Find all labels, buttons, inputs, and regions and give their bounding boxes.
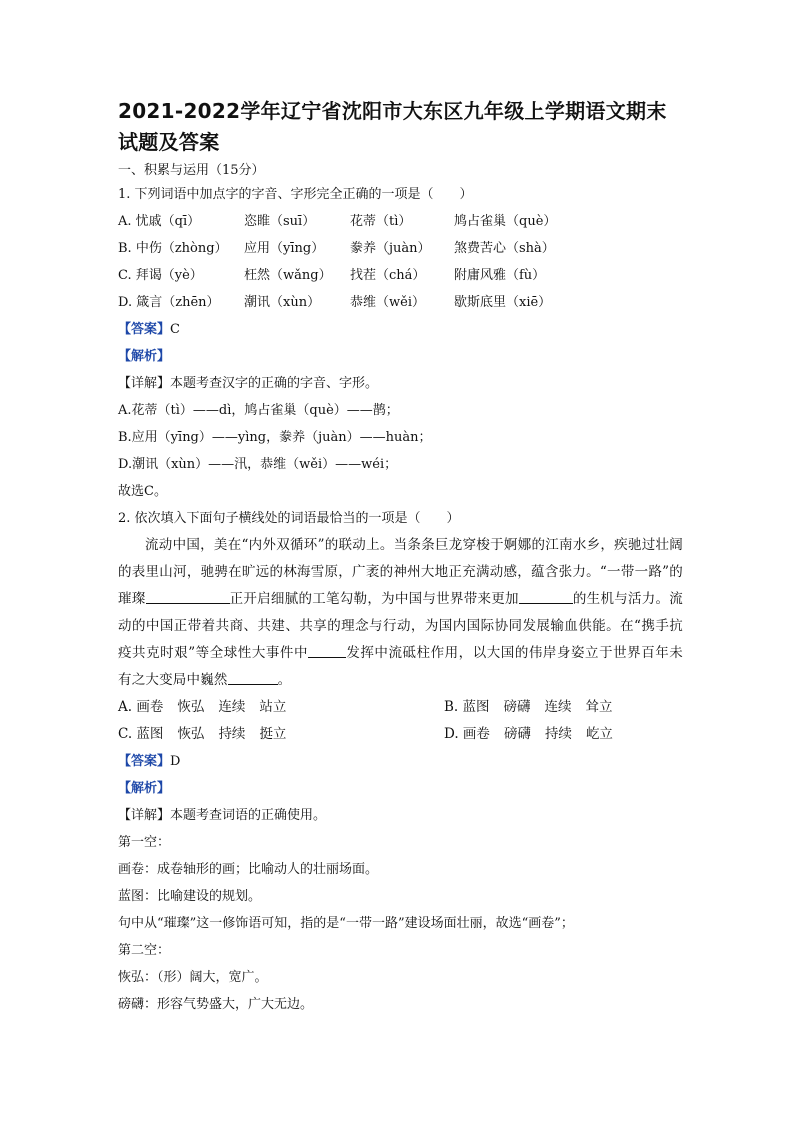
option-word: 屹立 [585, 726, 613, 742]
q2-explain-line: 恢弘：（形）阔大，宽广。 [118, 970, 268, 985]
option-word: C. 蓝图 [118, 726, 164, 742]
option-word: 恭维（wěi） [350, 295, 425, 310]
option-word: 站立 [259, 699, 287, 715]
option-word: 豢养（juàn） [350, 241, 431, 256]
option-word: B. 中伤（zhòng） [118, 241, 228, 256]
option-word: 潮讯（xùn） [244, 295, 321, 310]
option-word: 鸠占雀巢（què） [454, 214, 557, 229]
q2-passage [118, 532, 683, 694]
fill-blank-2 [519, 589, 573, 604]
option-word: 恣睢（suī） [244, 214, 316, 229]
passage-text: 发挥中流砥柱作用，以大国的伟岸身姿立于世界百年未有之大变局中巍然 [118, 645, 683, 688]
q2-explain-line: 蓝图：比喻建设的规划。 [118, 889, 262, 904]
q2-option-c [118, 721, 444, 748]
detail-tag: 【详解】 [118, 376, 171, 391]
option-word: D. 箴言（zhēn） [118, 295, 220, 310]
q2-option-a [118, 694, 444, 721]
option-word: 磅礴 [503, 726, 531, 742]
q2-explain-line: 画卷：成卷轴形的画；比喻动人的壮丽场面。 [118, 862, 379, 877]
detail-text: 本题考查词语的正确使用。 [170, 808, 327, 823]
option-word: 枉然（wǎng） [244, 268, 332, 283]
passage-text: 正开启细腻的工笔勾勒，为中国与世界带来更加 [229, 591, 519, 607]
q2-option-b [444, 694, 683, 721]
option-word: 连续 [218, 699, 246, 715]
passage-text: 。 [277, 672, 292, 688]
answer-tag: 【答案】 [118, 754, 171, 769]
q2-stem: 2. 依次填入下面句子横线处的词语最恰当的一项是（ ） [118, 511, 460, 526]
q1-stem: 1. 下列词语中加点字的字音、字形完全正确的一项是（ ） [118, 187, 473, 202]
answer-tag: 【答案】 [118, 322, 171, 337]
detail-tag: 【详解】 [118, 808, 171, 823]
analysis-tag: 【解析】 [118, 349, 171, 364]
option-word: 应用（yīng） [244, 241, 325, 256]
doc-title-line1: 2021-2022学年辽宁省沈阳市大东区九年级上学期语文期末 [118, 99, 667, 123]
q1-analysis [118, 343, 683, 370]
doc-title-line2: 试题及答案 [118, 130, 220, 154]
q1-explain-line: A.花蒂（tì）——dì，鸠占雀巢（què）——鹊； [118, 403, 399, 418]
q2-answer [118, 748, 683, 775]
analysis-tag: 【解析】 [118, 781, 171, 796]
q2-explain-line: 第一空： [118, 835, 171, 850]
option-word: 花蒂（tì） [350, 214, 412, 229]
option-word: 耸立 [585, 699, 613, 715]
option-word: 持续 [544, 726, 572, 742]
answer-value: C [170, 322, 180, 337]
q2-analysis [118, 775, 683, 802]
option-word: 挺立 [259, 726, 287, 742]
option-word: A. 忧戚（qī） [118, 214, 201, 229]
q1-conclusion: 故选C。 [118, 484, 167, 499]
q2-options-row1 [118, 694, 683, 721]
q2-explain-line: 第二空： [118, 943, 171, 958]
option-word: 恢弘 [177, 699, 205, 715]
option-word: A. 画卷 [118, 699, 164, 715]
document-page [118, 96, 683, 1018]
fill-blank-4 [228, 670, 278, 685]
option-word: B. 蓝图 [444, 699, 490, 715]
q2-explain-line: 磅礴：形容气势盛大，广大无边。 [118, 997, 314, 1012]
q1-explain-line: D.潮讯（xùn）——汛，恭维（wěi）——wéi； [118, 457, 398, 472]
option-word: 歇斯底里（xiē） [454, 295, 552, 310]
option-word: 连续 [544, 699, 572, 715]
q1-option-c [118, 262, 683, 289]
doc-title [118, 96, 683, 158]
q2-explain-line: 句中从“璀璨”这一修饰语可知，指的是“一带一路”建设场面壮丽，故选“画卷”； [118, 916, 574, 931]
passage-text: 流动中国，美在“内外双循环”的联动上。当条条巨龙穿梭于婀娜的江南水乡，疾驰过壮阔的表里山河，驰骋在旷远的林海雪原，广袤的神州大地正充满动感，蕴含张力。“一带一路”的璀璨 [118, 537, 683, 607]
detail-text: 本题考查汉字的正确的字音、字形。 [170, 376, 379, 391]
q2-options-row2 [118, 721, 683, 748]
option-word: D. 画卷 [444, 726, 490, 742]
q1-answer [118, 316, 683, 343]
q2-option-d [444, 721, 683, 748]
option-word: 附庸风雅（fù） [454, 268, 546, 283]
q1-option-b [118, 235, 683, 262]
option-word: C. 拜谒（yè） [118, 268, 203, 283]
option-word: 煞费苦心（shà） [454, 241, 555, 256]
section-heading: 一、积累与运用（15分） [118, 163, 265, 178]
option-word: 持续 [218, 726, 246, 742]
answer-value: D [170, 754, 181, 769]
option-word: 找茬（chá） [350, 268, 426, 283]
q1-option-a [118, 208, 683, 235]
q1-explain-line: B.应用（yīng）——yìng，豢养（juàn）——huàn； [118, 430, 432, 445]
option-word: 恢弘 [177, 726, 205, 742]
q1-option-d [118, 289, 683, 316]
passage-text: 的生机与活力。流动的中国正带着共商、共建、共享的理念与行动，为国内国际协同发展输血供能。在“携手抗疫共克时艰”等全球性大事件中 [118, 591, 683, 661]
fill-blank-3 [308, 643, 346, 658]
q2-detail [118, 802, 683, 829]
q1-detail [118, 370, 683, 397]
option-word: 磅礴 [503, 699, 531, 715]
fill-blank-1 [146, 589, 230, 604]
